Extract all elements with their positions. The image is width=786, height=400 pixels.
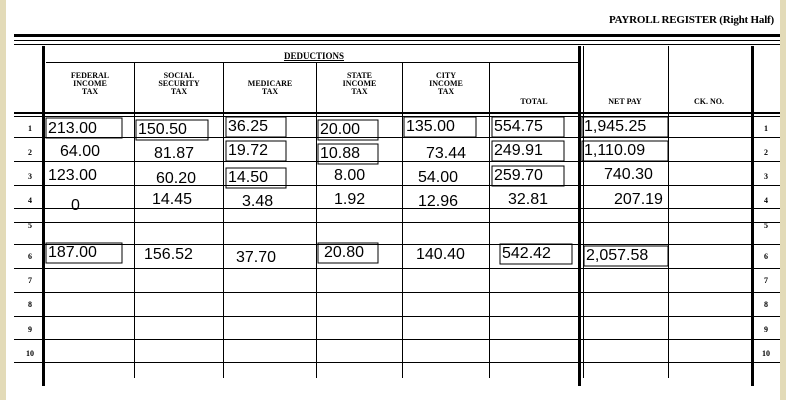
cell-total: 249.91 bbox=[494, 142, 543, 159]
row-number: 6 bbox=[28, 252, 32, 261]
cell-medicare: 36.25 bbox=[228, 118, 269, 135]
row-number: 2 bbox=[28, 148, 32, 157]
cell-city: 135.00 bbox=[406, 118, 455, 135]
row-number-right: 10 bbox=[762, 349, 770, 358]
col-header-ckno: CK. NO. bbox=[694, 97, 724, 106]
cell-netpay: 740.30 bbox=[604, 166, 653, 183]
cell-medicare: 3.48 bbox=[242, 193, 274, 210]
deductions-label: DEDUCTIONS bbox=[283, 51, 344, 61]
cell-netpay: 2,057.58 bbox=[586, 247, 649, 264]
cell-netpay: 1,945.25 bbox=[584, 118, 647, 135]
cell-state: 20.00 bbox=[320, 121, 361, 138]
cell-total: 259.70 bbox=[494, 167, 543, 184]
row-number-right: 9 bbox=[764, 325, 768, 334]
cell-federal: 0 bbox=[71, 197, 80, 214]
cell-federal: 187.00 bbox=[48, 244, 97, 261]
row-number: 9 bbox=[28, 325, 32, 334]
cell-federal: 213.00 bbox=[48, 120, 97, 137]
row-number: 8 bbox=[28, 300, 32, 309]
row-number-right: 4 bbox=[764, 196, 768, 205]
cell-social: 14.45 bbox=[152, 191, 193, 208]
row-number-right: 7 bbox=[764, 276, 768, 285]
cell-medicare: 37.70 bbox=[236, 249, 277, 266]
row-number-right: 8 bbox=[764, 300, 768, 309]
cell-social: 150.50 bbox=[138, 121, 187, 138]
row-number: 4 bbox=[28, 196, 32, 205]
cell-city: 140.40 bbox=[416, 246, 465, 263]
page-title: PAYROLL REGISTER (Right Half) bbox=[608, 14, 774, 26]
col-header-total: TOTAL bbox=[520, 97, 548, 106]
row-number-right: 5 bbox=[764, 221, 768, 230]
cell-state: 20.80 bbox=[324, 244, 365, 261]
cell-box-outlines bbox=[6, 0, 780, 400]
cell-medicare: 19.72 bbox=[228, 142, 269, 159]
cell-total: 542.42 bbox=[502, 245, 551, 262]
row-number: 3 bbox=[28, 172, 32, 181]
row-number: 7 bbox=[28, 276, 32, 285]
col-header-social: SOCIAL SECURITY TAX bbox=[158, 71, 200, 96]
col-header-city: CITY INCOME TAX bbox=[429, 71, 463, 96]
cell-state: 8.00 bbox=[334, 167, 366, 184]
row-number-right: 3 bbox=[764, 172, 768, 181]
row-number: 5 bbox=[28, 221, 32, 230]
cell-medicare: 14.50 bbox=[228, 169, 269, 186]
row-number: 1 bbox=[28, 124, 32, 133]
row-number: 10 bbox=[26, 349, 34, 358]
cell-netpay: 207.19 bbox=[614, 191, 663, 208]
cell-social: 60.20 bbox=[156, 170, 197, 187]
cell-social: 81.87 bbox=[154, 145, 195, 162]
cell-city: 12.96 bbox=[418, 193, 459, 210]
col-header-state: STATE INCOME TAX bbox=[342, 71, 377, 96]
col-header-federal: FEDERAL INCOME TAX bbox=[70, 71, 110, 96]
cell-netpay: 1,110.09 bbox=[584, 142, 646, 159]
cell-total: 554.75 bbox=[494, 118, 543, 135]
payroll-register-sheet bbox=[6, 0, 780, 400]
cell-state: 10.88 bbox=[320, 145, 361, 162]
cell-city: 54.00 bbox=[418, 169, 459, 186]
row-number-right: 2 bbox=[764, 148, 768, 157]
col-header-medicare: MEDICARE TAX bbox=[247, 79, 293, 96]
cell-social: 156.52 bbox=[144, 246, 193, 263]
row-number-right: 6 bbox=[764, 252, 768, 261]
cell-federal: 64.00 bbox=[60, 143, 101, 160]
cell-city: 73.44 bbox=[426, 145, 467, 162]
cell-federal: 123.00 bbox=[48, 167, 97, 184]
cell-state: 1.92 bbox=[334, 191, 366, 208]
cell-total: 32.81 bbox=[508, 191, 549, 208]
col-header-netpay: NET PAY bbox=[608, 97, 642, 106]
row-number-right: 1 bbox=[764, 124, 768, 133]
